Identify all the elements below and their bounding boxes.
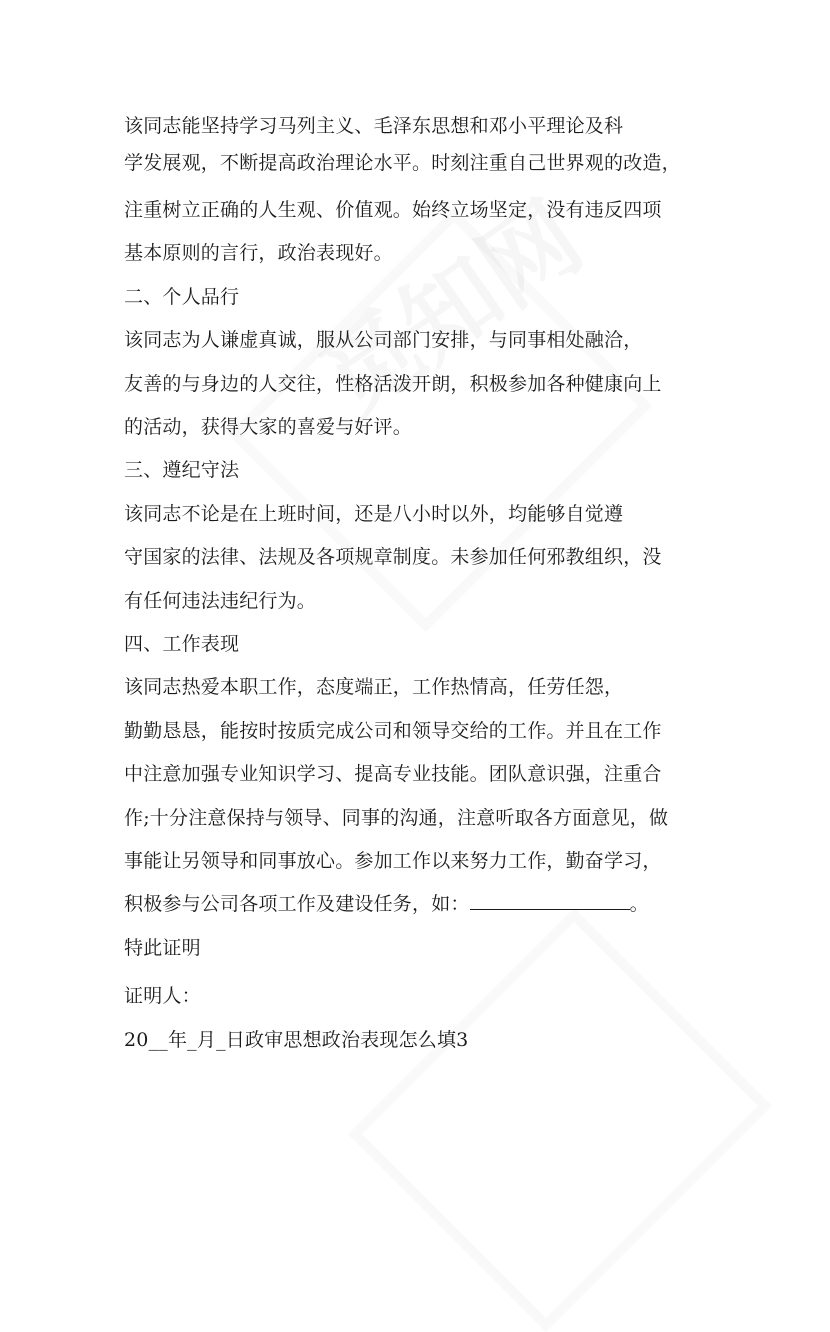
- body-line-2: 学发展观，不断提高政治理论水平。时刻注重自己世界观的改造，: [124, 152, 681, 174]
- body-line-9: 守国家的法律、法规及各项规章制度。未参加任何邪教组织，没: [124, 546, 662, 568]
- body-line-4: 基本原则的言行，政治表现好。: [124, 242, 393, 264]
- body-line-5: 该同志为人谦虚真诚，服从公司部门安排，与同事相处融洽，: [124, 329, 643, 351]
- body-line-1: 该同志能坚持学习马列主义、毛泽东思想和邓小平理论及科: [124, 115, 624, 137]
- fill-in-suffix: 。: [629, 893, 649, 915]
- closing-statement: 特此证明: [124, 937, 201, 959]
- fill-in-line: [124, 891, 649, 917]
- certifier-label: 证明人：: [124, 985, 201, 1007]
- body-line-8: 该同志不论是在上班时间，还是八小时以外，均能够自觉遵: [124, 503, 624, 525]
- section-heading-work-performance: 四、工作表现: [124, 633, 240, 655]
- section-heading-personal-conduct: 二、个人品行: [124, 286, 240, 308]
- body-line-11: 该同志热爱本职工作，态度端正，工作热情高，任劳任怨，: [124, 676, 624, 698]
- fill-in-blank[interactable]: [470, 891, 630, 910]
- body-line-15: 事能让另领导和同事放心。参加工作以来努力工作，勤奋学习，: [124, 850, 662, 872]
- body-line-6: 友善的与身边的人交往，性格活泼开朗，积极参加各种健康向上: [124, 373, 662, 395]
- body-line-3: 注重树立正确的人生观、价值观。始终立场坚定，没有违反四项: [124, 199, 662, 221]
- body-line-14: 作;十分注意保持与领导、同事的沟通，注意听取各方面意见，做: [124, 807, 669, 829]
- fill-in-prefix: 积极参与公司各项工作及建设任务，如：: [124, 893, 470, 915]
- body-line-13: 中注意加强专业知识学习、提高专业技能。团队意识强，注重合: [124, 763, 662, 785]
- body-line-12: 勤勤恳恳，能按时按质完成公司和领导交给的工作。并且在工作: [124, 720, 662, 742]
- body-line-7: 的活动，获得大家的喜爱与好评。: [124, 416, 413, 438]
- body-line-10: 有任何违法违纪行为。: [124, 590, 317, 612]
- section-heading-law-abiding: 三、遵纪守法: [124, 459, 240, 481]
- watermark-frame-lower: [348, 908, 772, 1332]
- date-line: 20__年_月_日政审思想政治表现怎么填3: [124, 1029, 469, 1051]
